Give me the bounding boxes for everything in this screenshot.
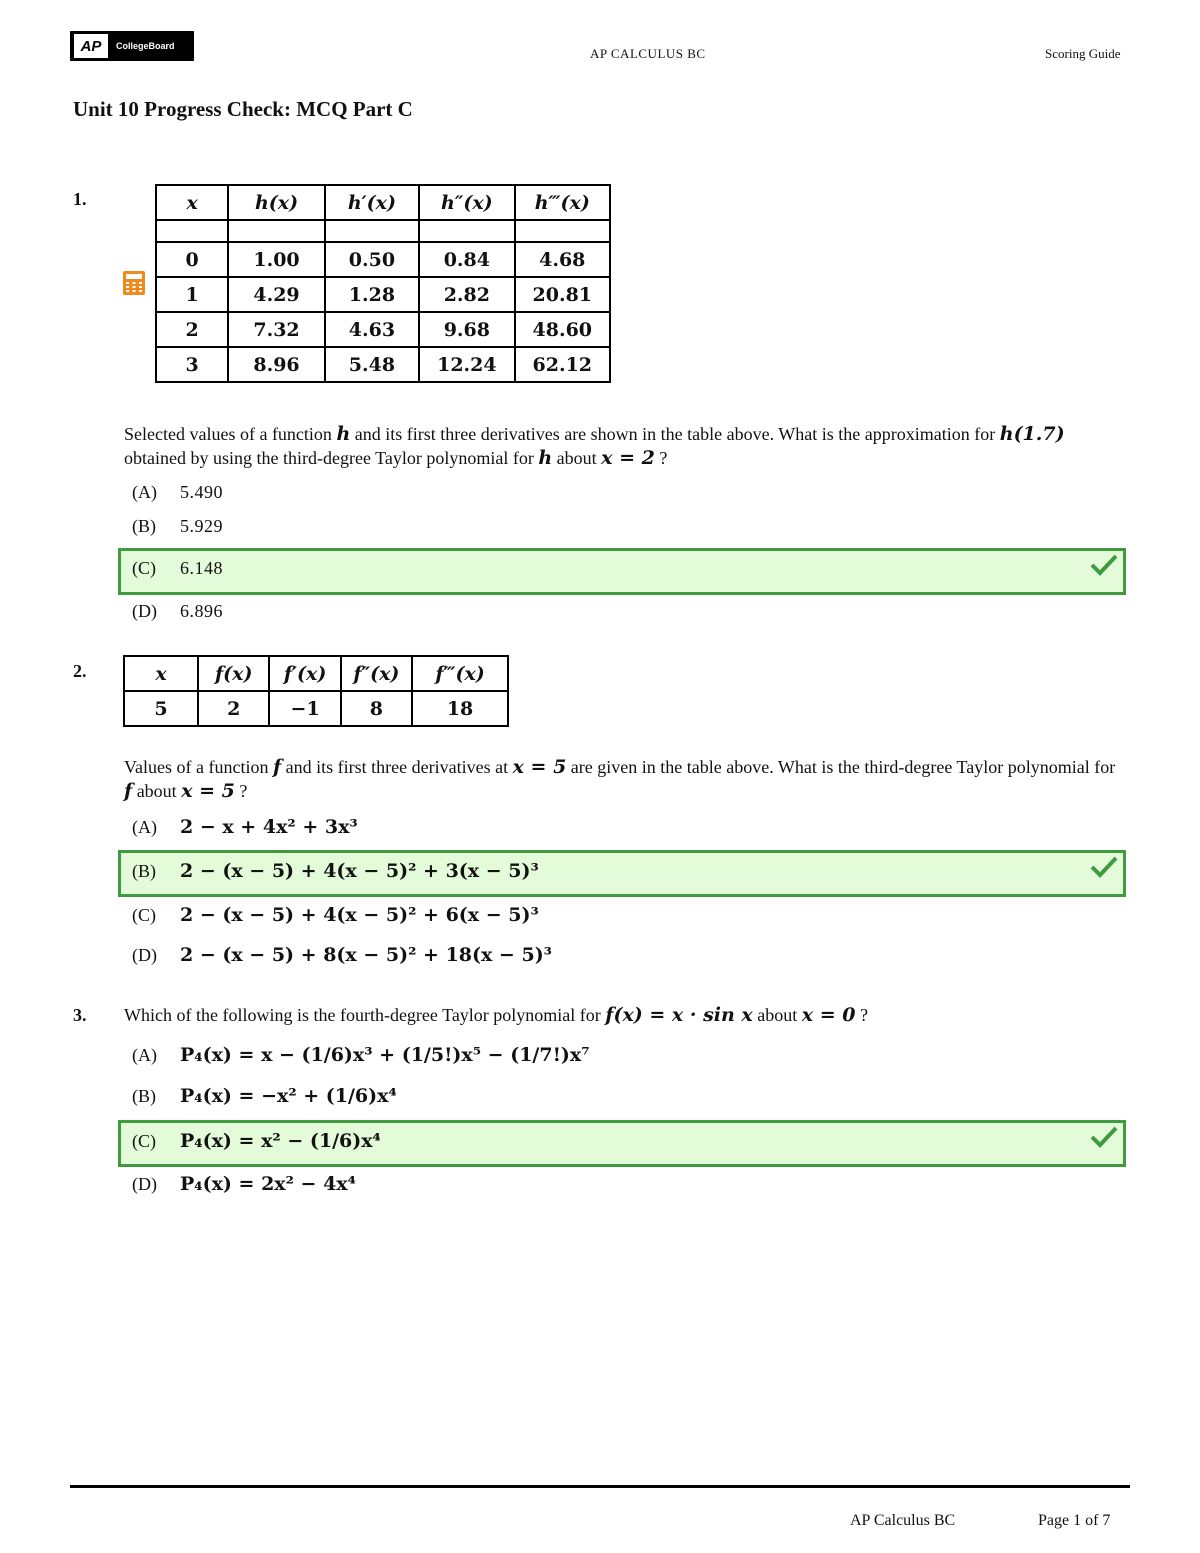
table-row — [156, 277, 610, 312]
question-stem: Selected values of a function h and its first three derivatives are shown in the table above. What is the approximation for h(1.7) obtained by using the third-degree Taylor polynomial for h about x = 2 ? — [124, 423, 1065, 469]
table-cell: 0.50 — [325, 242, 419, 277]
answer-option-a[interactable]: (A) P₄(x) = x − (1/6)x³ + (1/5!)x⁵ − (1/7!)x⁷ — [132, 1044, 590, 1066]
table-row — [156, 242, 610, 277]
table-cell: 4.63 — [325, 312, 419, 347]
table-header: h‴(x) — [515, 185, 610, 220]
table-header: h′(x) — [325, 185, 419, 220]
calculator-icon[interactable] — [123, 271, 145, 295]
answer-option-c[interactable]: (C) P₄(x) = x² − (1/6)x⁴ — [132, 1130, 381, 1152]
answer-option-c[interactable]: (C) 6.148 — [132, 558, 223, 578]
question-number: 2. — [73, 661, 87, 681]
table-cell: 62.12 — [515, 347, 610, 382]
question-stem: Which of the following is the fourth-degree Taylor polynomial for f(x) = x · sin x about x = 0 ? — [124, 1004, 868, 1026]
collegeboard-logo-text: CollegeBoard — [116, 41, 175, 51]
table-cell: 4.29 — [228, 277, 324, 312]
table-header-row — [124, 656, 508, 691]
table-cell: 48.60 — [515, 312, 610, 347]
question-number: 1. — [73, 189, 87, 209]
table-cell: 1.00 — [228, 242, 324, 277]
table-header: h(x) — [228, 185, 324, 220]
table-cell: 18 — [412, 691, 508, 726]
table-cell: 2 — [198, 691, 269, 726]
table-cell: 0 — [156, 242, 228, 277]
ap-logo-mark: AP — [74, 34, 108, 58]
question-number: 3. — [73, 1005, 87, 1025]
table-cell: 1 — [156, 277, 228, 312]
answer-option-d[interactable]: (D) 6.896 — [132, 601, 223, 621]
table-row — [124, 691, 508, 726]
q1-values-table — [155, 184, 611, 383]
answer-option-d[interactable]: (D) 2 − (x − 5) + 8(x − 5)² + 18(x − 5)³ — [132, 944, 553, 966]
page-number: Page 1 of 7 — [1038, 1512, 1111, 1529]
question-stem: Values of a function f and its first three derivatives at x = 5 are given in the table above. What is the third-degree Taylor polynomial for f about x = 5 ? — [124, 756, 1116, 802]
answer-option-c[interactable]: (C) 2 − (x − 5) + 4(x − 5)² + 6(x − 5)³ — [132, 904, 539, 926]
checkmark-icon — [1089, 1125, 1119, 1149]
table-cell: −1 — [269, 691, 340, 726]
answer-option-a[interactable]: (A) 2 − x + 4x² + 3x³ — [132, 816, 358, 838]
table-cell: 9.68 — [419, 312, 514, 347]
table-row — [156, 312, 610, 347]
table-cell: 2.82 — [419, 277, 514, 312]
table-cell: 4.68 — [515, 242, 610, 277]
page-title: Unit 10 Progress Check: MCQ Part C — [73, 97, 413, 121]
header-scoring-guide: Scoring Guide — [1045, 46, 1121, 61]
table-header: x — [124, 656, 198, 691]
footer-course: AP Calculus BC — [850, 1512, 956, 1529]
answer-option-b[interactable]: (B) 2 − (x − 5) + 4(x − 5)² + 3(x − 5)³ — [132, 860, 539, 882]
table-cell: 3 — [156, 347, 228, 382]
table-header: f′(x) — [269, 656, 340, 691]
checkmark-icon — [1089, 855, 1119, 879]
table-cell: 12.24 — [419, 347, 514, 382]
table-cell: 20.81 — [515, 277, 610, 312]
table-cell: 8 — [341, 691, 412, 726]
table-cell: 0.84 — [419, 242, 514, 277]
table-header: f(x) — [198, 656, 269, 691]
table-cell: 2 — [156, 312, 228, 347]
table-blank-row — [156, 220, 610, 242]
ap-collegeboard-logo — [70, 31, 194, 61]
correct-answer-highlight — [118, 548, 1126, 595]
answer-option-b[interactable]: (B) 5.929 — [132, 516, 223, 536]
answer-option-d[interactable]: (D) P₄(x) = 2x² − 4x⁴ — [132, 1173, 356, 1195]
table-cell: 7.32 — [228, 312, 324, 347]
table-cell: 8.96 — [228, 347, 324, 382]
table-header-row — [156, 185, 610, 220]
table-cell: 1.28 — [325, 277, 419, 312]
table-cell: 5.48 — [325, 347, 419, 382]
answer-option-b[interactable]: (B) P₄(x) = −x² + (1/6)x⁴ — [132, 1085, 397, 1107]
q2-values-table — [123, 655, 509, 727]
table-header: x — [156, 185, 228, 220]
checkmark-icon — [1089, 553, 1119, 577]
table-cell: 5 — [124, 691, 198, 726]
footer-divider — [70, 1485, 1130, 1488]
table-header: f″(x) — [341, 656, 412, 691]
table-header: h″(x) — [419, 185, 514, 220]
table-header: f‴(x) — [412, 656, 508, 691]
header-course: AP CALCULUS BC — [590, 46, 706, 61]
answer-option-a[interactable]: (A) 5.490 — [132, 482, 223, 502]
table-row — [156, 347, 610, 382]
